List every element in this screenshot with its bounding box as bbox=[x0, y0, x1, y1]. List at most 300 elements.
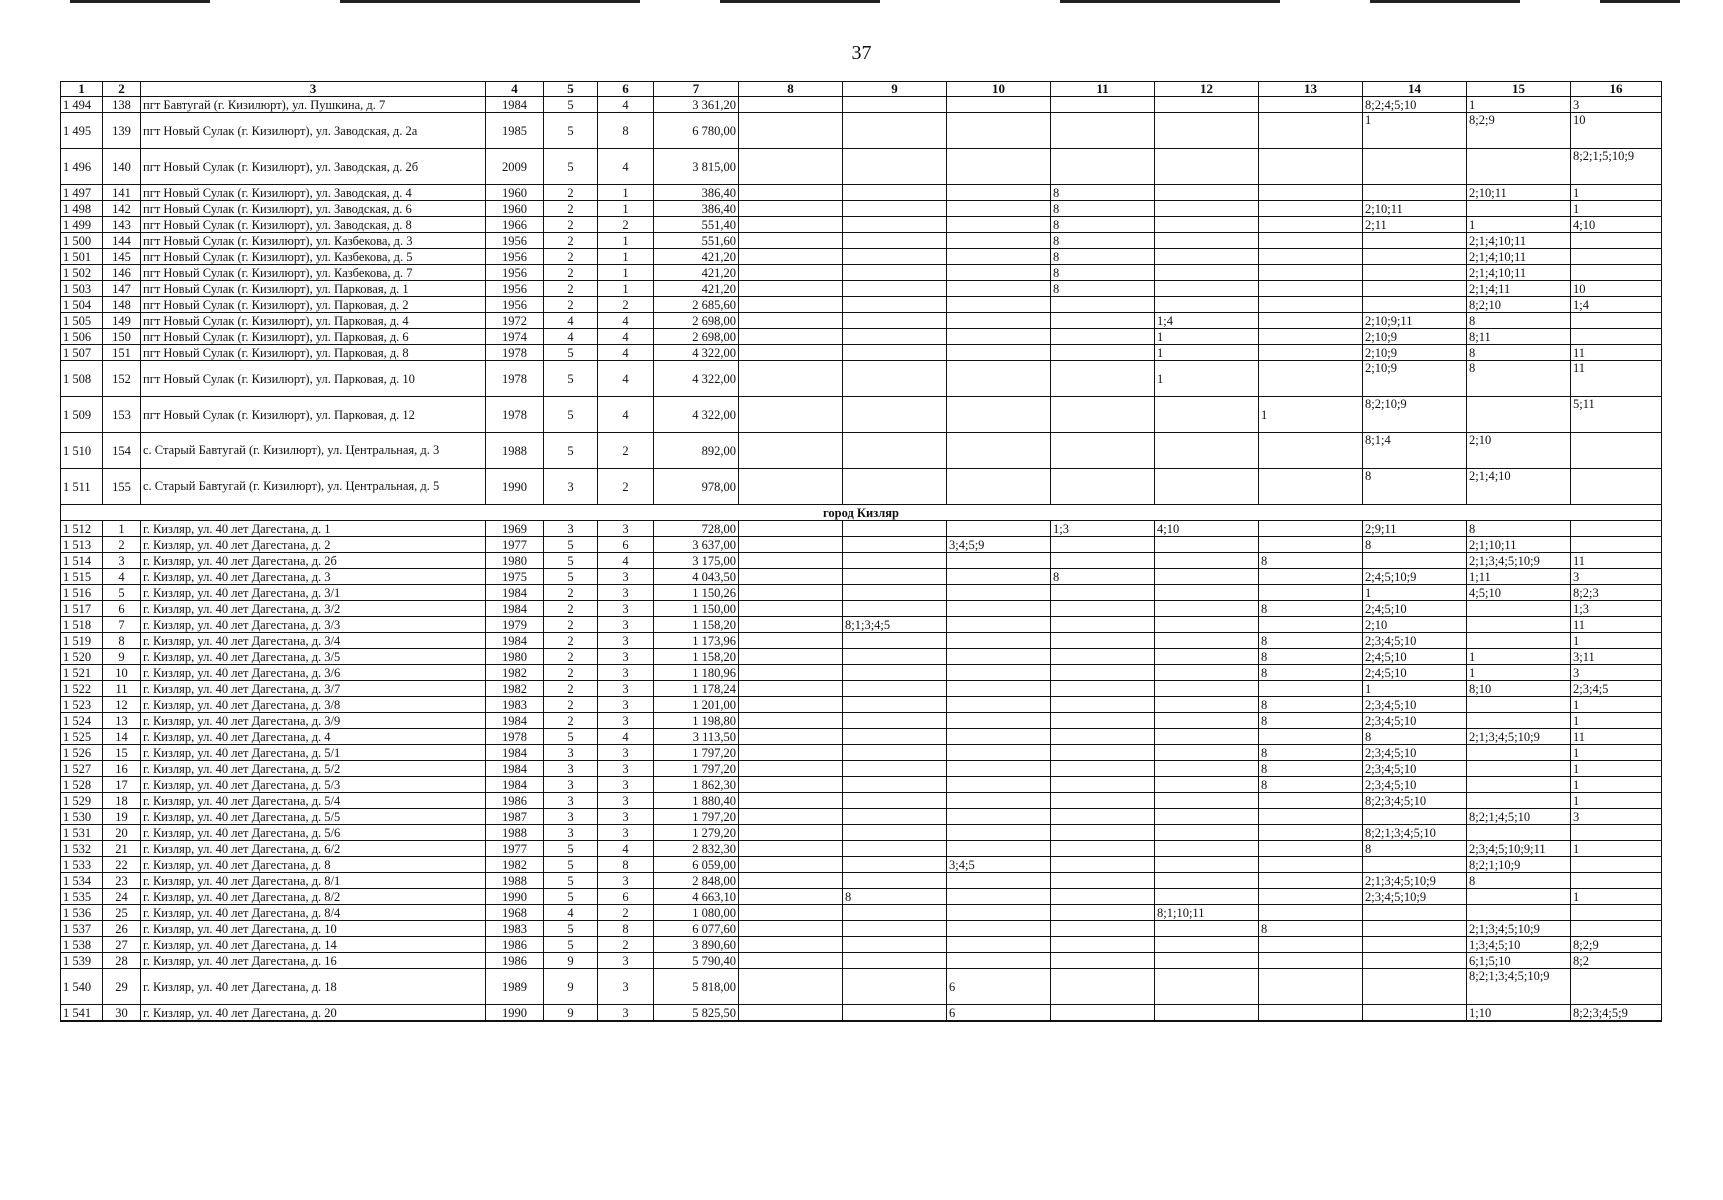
cell-col-10 bbox=[947, 809, 1051, 825]
cell-col-6: 3 bbox=[598, 825, 654, 841]
cell-col-1: 1 523 bbox=[61, 697, 103, 713]
cell-col-13 bbox=[1259, 361, 1363, 397]
cell-col-3: г. Кизляр, ул. 40 лет Дагестана, д. 2 bbox=[141, 537, 486, 553]
cell-col-1: 1 496 bbox=[61, 149, 103, 185]
cell-col-13 bbox=[1259, 217, 1363, 233]
cell-col-11 bbox=[1051, 113, 1155, 149]
cell-col-16: 8;2;9 bbox=[1571, 937, 1662, 953]
cell-col-6: 2 bbox=[598, 297, 654, 313]
table-row bbox=[61, 521, 1662, 537]
cell-col-5: 5 bbox=[544, 873, 598, 889]
cell-col-13 bbox=[1259, 905, 1363, 921]
cell-col-9 bbox=[843, 1005, 947, 1022]
cell-col-4: 1977 bbox=[486, 537, 544, 553]
cell-col-5: 2 bbox=[544, 697, 598, 713]
cell-col-16 bbox=[1571, 921, 1662, 937]
cell-col-13 bbox=[1259, 329, 1363, 345]
cell-col-6: 4 bbox=[598, 397, 654, 433]
cell-col-8 bbox=[739, 397, 843, 433]
cell-col-7: 421,20 bbox=[654, 281, 739, 297]
table-row bbox=[61, 585, 1662, 601]
cell-col-15: 2;1;3;4;5;10;9 bbox=[1467, 553, 1571, 569]
cell-col-11 bbox=[1051, 649, 1155, 665]
cell-col-7: 1 279,20 bbox=[654, 825, 739, 841]
cell-col-12 bbox=[1155, 937, 1259, 953]
cell-col-4: 1966 bbox=[486, 217, 544, 233]
cell-col-13 bbox=[1259, 281, 1363, 297]
cell-col-6: 3 bbox=[598, 601, 654, 617]
cell-col-7: 3 637,00 bbox=[654, 537, 739, 553]
cell-col-15 bbox=[1467, 617, 1571, 633]
cell-col-15: 1;10 bbox=[1467, 1005, 1571, 1022]
cell-col-8 bbox=[739, 729, 843, 745]
cell-col-11: 8 bbox=[1051, 233, 1155, 249]
cell-col-14 bbox=[1363, 249, 1467, 265]
cell-col-11 bbox=[1051, 1005, 1155, 1022]
cell-col-9 bbox=[843, 713, 947, 729]
cell-col-3: г. Кизляр, ул. 40 лет Дагестана, д. 3/7 bbox=[141, 681, 486, 697]
cell-col-7: 2 698,00 bbox=[654, 329, 739, 345]
cell-col-8 bbox=[739, 97, 843, 113]
cell-col-2: 11 bbox=[103, 681, 141, 697]
cell-col-11: 8 bbox=[1051, 201, 1155, 217]
cell-col-7: 1 180,96 bbox=[654, 665, 739, 681]
cell-col-7: 728,00 bbox=[654, 521, 739, 537]
cell-col-3: г. Кизляр, ул. 40 лет Дагестана, д. 3/3 bbox=[141, 617, 486, 633]
cell-col-10 bbox=[947, 953, 1051, 969]
table-row bbox=[61, 601, 1662, 617]
cell-col-11: 8 bbox=[1051, 249, 1155, 265]
cell-col-3: г. Кизляр, ул. 40 лет Дагестана, д. 10 bbox=[141, 921, 486, 937]
cell-col-6: 8 bbox=[598, 113, 654, 149]
cell-col-9 bbox=[843, 313, 947, 329]
top-rule-5 bbox=[1370, 0, 1520, 3]
cell-col-16 bbox=[1571, 969, 1662, 1005]
cell-col-3: пгт Новый Сулак (г. Кизилюрт), ул. Заводская, д. 4 bbox=[141, 185, 486, 201]
cell-col-13: 8 bbox=[1259, 633, 1363, 649]
cell-col-4: 1984 bbox=[486, 761, 544, 777]
cell-col-7: 5 818,00 bbox=[654, 969, 739, 1005]
cell-col-12 bbox=[1155, 745, 1259, 761]
cell-col-10 bbox=[947, 233, 1051, 249]
cell-col-8 bbox=[739, 649, 843, 665]
column-header-2: 2 bbox=[103, 82, 141, 97]
cell-col-9 bbox=[843, 113, 947, 149]
cell-col-9 bbox=[843, 521, 947, 537]
cell-col-15: 2;1;4;10;11 bbox=[1467, 265, 1571, 281]
cell-col-5: 3 bbox=[544, 521, 598, 537]
cell-col-16: 1 bbox=[1571, 793, 1662, 809]
cell-col-12: 8;1;10;11 bbox=[1155, 905, 1259, 921]
cell-col-1: 1 495 bbox=[61, 113, 103, 149]
cell-col-13 bbox=[1259, 345, 1363, 361]
column-header-15: 15 bbox=[1467, 82, 1571, 97]
cell-col-1: 1 519 bbox=[61, 633, 103, 649]
cell-col-15 bbox=[1467, 793, 1571, 809]
cell-col-12: 1 bbox=[1155, 329, 1259, 345]
cell-col-11 bbox=[1051, 841, 1155, 857]
cell-col-7: 1 198,80 bbox=[654, 713, 739, 729]
cell-col-15: 1 bbox=[1467, 217, 1571, 233]
table-row bbox=[61, 469, 1662, 505]
cell-col-11 bbox=[1051, 553, 1155, 569]
cell-col-2: 16 bbox=[103, 761, 141, 777]
cell-col-4: 1956 bbox=[486, 249, 544, 265]
cell-col-15 bbox=[1467, 905, 1571, 921]
cell-col-15: 8;2;1;10;9 bbox=[1467, 857, 1571, 873]
cell-col-9 bbox=[843, 217, 947, 233]
cell-col-8 bbox=[739, 313, 843, 329]
cell-col-11 bbox=[1051, 729, 1155, 745]
cell-col-15: 2;10;11 bbox=[1467, 185, 1571, 201]
cell-col-3: пгт Новый Сулак (г. Кизилюрт), ул. Заводская, д. 2а bbox=[141, 113, 486, 149]
cell-col-7: 421,20 bbox=[654, 265, 739, 281]
cell-col-4: 1982 bbox=[486, 681, 544, 697]
cell-col-4: 1985 bbox=[486, 113, 544, 149]
cell-col-13 bbox=[1259, 841, 1363, 857]
table-row bbox=[61, 297, 1662, 313]
cell-col-3: с. Старый Бавтугай (г. Кизилюрт), ул. Центральная, д. 3 bbox=[141, 433, 486, 469]
table-row bbox=[61, 857, 1662, 873]
cell-col-2: 149 bbox=[103, 313, 141, 329]
cell-col-8 bbox=[739, 569, 843, 585]
cell-col-8 bbox=[739, 825, 843, 841]
cell-col-6: 3 bbox=[598, 1005, 654, 1022]
cell-col-13 bbox=[1259, 521, 1363, 537]
cell-col-6: 3 bbox=[598, 793, 654, 809]
cell-col-4: 1982 bbox=[486, 665, 544, 681]
cell-col-9 bbox=[843, 585, 947, 601]
cell-col-11 bbox=[1051, 809, 1155, 825]
cell-col-5: 4 bbox=[544, 313, 598, 329]
cell-col-5: 5 bbox=[544, 857, 598, 873]
cell-col-5: 3 bbox=[544, 793, 598, 809]
cell-col-8 bbox=[739, 777, 843, 793]
cell-col-1: 1 503 bbox=[61, 281, 103, 297]
cell-col-7: 3 113,50 bbox=[654, 729, 739, 745]
cell-col-14 bbox=[1363, 921, 1467, 937]
cell-col-5: 5 bbox=[544, 937, 598, 953]
cell-col-8 bbox=[739, 233, 843, 249]
cell-col-14: 1 bbox=[1363, 113, 1467, 149]
cell-col-12 bbox=[1155, 185, 1259, 201]
section-title: город Кизляр bbox=[61, 505, 1662, 521]
cell-col-9 bbox=[843, 361, 947, 397]
cell-col-13 bbox=[1259, 313, 1363, 329]
cell-col-9 bbox=[843, 633, 947, 649]
cell-col-12 bbox=[1155, 889, 1259, 905]
cell-col-10 bbox=[947, 825, 1051, 841]
cell-col-15: 2;1;3;4;5;10;9 bbox=[1467, 921, 1571, 937]
cell-col-14: 2;1;3;4;5;10;9 bbox=[1363, 873, 1467, 889]
cell-col-11 bbox=[1051, 921, 1155, 937]
cell-col-13 bbox=[1259, 537, 1363, 553]
cell-col-3: г. Кизляр, ул. 40 лет Дагестана, д. 8/1 bbox=[141, 873, 486, 889]
cell-col-8 bbox=[739, 793, 843, 809]
cell-col-3: г. Кизляр, ул. 40 лет Дагестана, д. 14 bbox=[141, 937, 486, 953]
cell-col-7: 1 080,00 bbox=[654, 905, 739, 921]
cell-col-14: 8;1;4 bbox=[1363, 433, 1467, 469]
cell-col-7: 1 862,30 bbox=[654, 777, 739, 793]
cell-col-12 bbox=[1155, 553, 1259, 569]
cell-col-12: 1 bbox=[1155, 345, 1259, 361]
section-row bbox=[61, 505, 1662, 521]
cell-col-8 bbox=[739, 745, 843, 761]
cell-col-13: 8 bbox=[1259, 777, 1363, 793]
cell-col-1: 1 537 bbox=[61, 921, 103, 937]
cell-col-4: 1983 bbox=[486, 697, 544, 713]
cell-col-9 bbox=[843, 809, 947, 825]
cell-col-16: 11 bbox=[1571, 729, 1662, 745]
cell-col-9 bbox=[843, 761, 947, 777]
table-row bbox=[61, 713, 1662, 729]
cell-col-16: 1 bbox=[1571, 201, 1662, 217]
cell-col-1: 1 511 bbox=[61, 469, 103, 505]
cell-col-7: 2 832,30 bbox=[654, 841, 739, 857]
cell-col-10 bbox=[947, 553, 1051, 569]
cell-col-8 bbox=[739, 713, 843, 729]
cell-col-7: 1 178,24 bbox=[654, 681, 739, 697]
cell-col-9 bbox=[843, 97, 947, 113]
cell-col-13: 8 bbox=[1259, 697, 1363, 713]
cell-col-10 bbox=[947, 521, 1051, 537]
top-rule-3 bbox=[720, 0, 880, 3]
table-row bbox=[61, 313, 1662, 329]
cell-col-10 bbox=[947, 889, 1051, 905]
cell-col-14: 8 bbox=[1363, 469, 1467, 505]
cell-col-16: 3 bbox=[1571, 97, 1662, 113]
cell-col-7: 421,20 bbox=[654, 249, 739, 265]
cell-col-8 bbox=[739, 585, 843, 601]
cell-col-9 bbox=[843, 953, 947, 969]
cell-col-11 bbox=[1051, 97, 1155, 113]
cell-col-12 bbox=[1155, 569, 1259, 585]
cell-col-7: 386,40 bbox=[654, 185, 739, 201]
cell-col-1: 1 504 bbox=[61, 297, 103, 313]
cell-col-1: 1 530 bbox=[61, 809, 103, 825]
cell-col-4: 1984 bbox=[486, 601, 544, 617]
cell-col-9 bbox=[843, 729, 947, 745]
cell-col-14 bbox=[1363, 969, 1467, 1005]
table-row bbox=[61, 249, 1662, 265]
cell-col-7: 1 158,20 bbox=[654, 617, 739, 633]
cell-col-15: 2;1;3;4;5;10;9 bbox=[1467, 729, 1571, 745]
cell-col-13 bbox=[1259, 585, 1363, 601]
cell-col-12 bbox=[1155, 697, 1259, 713]
cell-col-16: 3 bbox=[1571, 665, 1662, 681]
cell-col-13 bbox=[1259, 433, 1363, 469]
cell-col-11 bbox=[1051, 361, 1155, 397]
cell-col-7: 1 158,20 bbox=[654, 649, 739, 665]
cell-col-8 bbox=[739, 553, 843, 569]
cell-col-3: г. Кизляр, ул. 40 лет Дагестана, д. 5/2 bbox=[141, 761, 486, 777]
cell-col-5: 3 bbox=[544, 825, 598, 841]
cell-col-3: г. Кизляр, ул. 40 лет Дагестана, д. 3/4 bbox=[141, 633, 486, 649]
cell-col-14 bbox=[1363, 1005, 1467, 1022]
cell-col-12 bbox=[1155, 433, 1259, 469]
cell-col-11 bbox=[1051, 329, 1155, 345]
cell-col-11 bbox=[1051, 697, 1155, 713]
cell-col-7: 2 698,00 bbox=[654, 313, 739, 329]
cell-col-12: 4;10 bbox=[1155, 521, 1259, 537]
cell-col-14 bbox=[1363, 233, 1467, 249]
cell-col-7: 1 797,20 bbox=[654, 745, 739, 761]
cell-col-4: 1956 bbox=[486, 297, 544, 313]
cell-col-3: г. Кизляр, ул. 40 лет Дагестана, д. 3/6 bbox=[141, 665, 486, 681]
table-row bbox=[61, 97, 1662, 113]
cell-col-13 bbox=[1259, 469, 1363, 505]
column-header-10: 10 bbox=[947, 82, 1051, 97]
cell-col-15: 8;2;9 bbox=[1467, 113, 1571, 149]
cell-col-15: 2;1;4;11 bbox=[1467, 281, 1571, 297]
cell-col-15: 2;1;4;10;11 bbox=[1467, 249, 1571, 265]
cell-col-16 bbox=[1571, 433, 1662, 469]
cell-col-9 bbox=[843, 601, 947, 617]
cell-col-12 bbox=[1155, 297, 1259, 313]
table-row bbox=[61, 969, 1662, 1005]
cell-col-1: 1 525 bbox=[61, 729, 103, 745]
table-row bbox=[61, 1005, 1662, 1022]
cell-col-15 bbox=[1467, 149, 1571, 185]
table-row bbox=[61, 793, 1662, 809]
cell-col-15: 2;3;4;5;10;9;11 bbox=[1467, 841, 1571, 857]
cell-col-2: 9 bbox=[103, 649, 141, 665]
cell-col-14: 8;2;1;3;4;5;10 bbox=[1363, 825, 1467, 841]
table-body bbox=[61, 97, 1662, 1022]
cell-col-6: 4 bbox=[598, 97, 654, 113]
cell-col-10 bbox=[947, 793, 1051, 809]
cell-col-16: 8;2;1;5;10;9 bbox=[1571, 149, 1662, 185]
cell-col-13 bbox=[1259, 889, 1363, 905]
cell-col-3: г. Кизляр, ул. 40 лет Дагестана, д. 5/6 bbox=[141, 825, 486, 841]
cell-col-10 bbox=[947, 713, 1051, 729]
column-header-6: 6 bbox=[598, 82, 654, 97]
cell-col-15: 6;1;5;10 bbox=[1467, 953, 1571, 969]
cell-col-11 bbox=[1051, 889, 1155, 905]
cell-col-14: 2;3;4;5;10 bbox=[1363, 745, 1467, 761]
table-row bbox=[61, 537, 1662, 553]
cell-col-15: 8;2;1;4;5;10 bbox=[1467, 809, 1571, 825]
cell-col-8 bbox=[739, 185, 843, 201]
cell-col-5: 5 bbox=[544, 537, 598, 553]
cell-col-8 bbox=[739, 1005, 843, 1022]
cell-col-10 bbox=[947, 265, 1051, 281]
cell-col-3: г. Кизляр, ул. 40 лет Дагестана, д. 3/1 bbox=[141, 585, 486, 601]
cell-col-15: 1;3;4;5;10 bbox=[1467, 937, 1571, 953]
cell-col-4: 1984 bbox=[486, 745, 544, 761]
cell-col-12 bbox=[1155, 201, 1259, 217]
cell-col-1: 1 541 bbox=[61, 1005, 103, 1022]
cell-col-9 bbox=[843, 745, 947, 761]
column-header-9: 9 bbox=[843, 82, 947, 97]
cell-col-5: 2 bbox=[544, 281, 598, 297]
cell-col-9 bbox=[843, 233, 947, 249]
cell-col-11 bbox=[1051, 433, 1155, 469]
cell-col-7: 6 780,00 bbox=[654, 113, 739, 149]
cell-col-6: 3 bbox=[598, 809, 654, 825]
cell-col-7: 1 150,00 bbox=[654, 601, 739, 617]
cell-col-12 bbox=[1155, 97, 1259, 113]
cell-col-8 bbox=[739, 953, 843, 969]
cell-col-2: 13 bbox=[103, 713, 141, 729]
cell-col-11 bbox=[1051, 745, 1155, 761]
cell-col-4: 1979 bbox=[486, 617, 544, 633]
cell-col-11 bbox=[1051, 537, 1155, 553]
cell-col-12 bbox=[1155, 537, 1259, 553]
cell-col-16: 1 bbox=[1571, 761, 1662, 777]
cell-col-8 bbox=[739, 841, 843, 857]
cell-col-14 bbox=[1363, 905, 1467, 921]
cell-col-14: 2;4;5;10 bbox=[1363, 665, 1467, 681]
cell-col-5: 3 bbox=[544, 761, 598, 777]
cell-col-13 bbox=[1259, 233, 1363, 249]
cell-col-6: 3 bbox=[598, 953, 654, 969]
cell-col-3: г. Кизляр, ул. 40 лет Дагестана, д. 3 bbox=[141, 569, 486, 585]
table-row bbox=[61, 617, 1662, 633]
cell-col-10 bbox=[947, 601, 1051, 617]
cell-col-3: г. Кизляр, ул. 40 лет Дагестана, д. 3/2 bbox=[141, 601, 486, 617]
cell-col-4: 1984 bbox=[486, 633, 544, 649]
cell-col-4: 1988 bbox=[486, 825, 544, 841]
cell-col-1: 1 501 bbox=[61, 249, 103, 265]
cell-col-5: 2 bbox=[544, 265, 598, 281]
cell-col-11 bbox=[1051, 633, 1155, 649]
cell-col-4: 1988 bbox=[486, 873, 544, 889]
cell-col-14 bbox=[1363, 809, 1467, 825]
table-row bbox=[61, 433, 1662, 469]
cell-col-4: 1978 bbox=[486, 345, 544, 361]
cell-col-8 bbox=[739, 433, 843, 469]
cell-col-1: 1 540 bbox=[61, 969, 103, 1005]
cell-col-12 bbox=[1155, 233, 1259, 249]
cell-col-4: 1984 bbox=[486, 585, 544, 601]
cell-col-13: 8 bbox=[1259, 745, 1363, 761]
cell-col-1: 1 518 bbox=[61, 617, 103, 633]
table-row bbox=[61, 665, 1662, 681]
cell-col-16: 8;2 bbox=[1571, 953, 1662, 969]
cell-col-10 bbox=[947, 469, 1051, 505]
cell-col-11 bbox=[1051, 601, 1155, 617]
cell-col-7: 892,00 bbox=[654, 433, 739, 469]
cell-col-3: г. Кизляр, ул. 40 лет Дагестана, д. 20 bbox=[141, 1005, 486, 1022]
column-header-12: 12 bbox=[1155, 82, 1259, 97]
cell-col-16: 1 bbox=[1571, 697, 1662, 713]
cell-col-6: 1 bbox=[598, 233, 654, 249]
cell-col-12 bbox=[1155, 149, 1259, 185]
cell-col-4: 1987 bbox=[486, 809, 544, 825]
cell-col-15: 8;10 bbox=[1467, 681, 1571, 697]
cell-col-16 bbox=[1571, 249, 1662, 265]
cell-col-3: г. Кизляр, ул. 40 лет Дагестана, д. 3/5 bbox=[141, 649, 486, 665]
cell-col-11 bbox=[1051, 345, 1155, 361]
cell-col-5: 2 bbox=[544, 601, 598, 617]
cell-col-9 bbox=[843, 265, 947, 281]
cell-col-3: г. Кизляр, ул. 40 лет Дагестана, д. 18 bbox=[141, 969, 486, 1005]
cell-col-2: 138 bbox=[103, 97, 141, 113]
cell-col-6: 3 bbox=[598, 585, 654, 601]
cell-col-5: 4 bbox=[544, 329, 598, 345]
cell-col-11: 8 bbox=[1051, 217, 1155, 233]
cell-col-16: 3 bbox=[1571, 569, 1662, 585]
cell-col-2: 14 bbox=[103, 729, 141, 745]
cell-col-6: 4 bbox=[598, 313, 654, 329]
table-row bbox=[61, 201, 1662, 217]
cell-col-8 bbox=[739, 969, 843, 1005]
cell-col-4: 1988 bbox=[486, 433, 544, 469]
cell-col-12 bbox=[1155, 713, 1259, 729]
cell-col-7: 2 685,60 bbox=[654, 297, 739, 313]
cell-col-2: 3 bbox=[103, 553, 141, 569]
